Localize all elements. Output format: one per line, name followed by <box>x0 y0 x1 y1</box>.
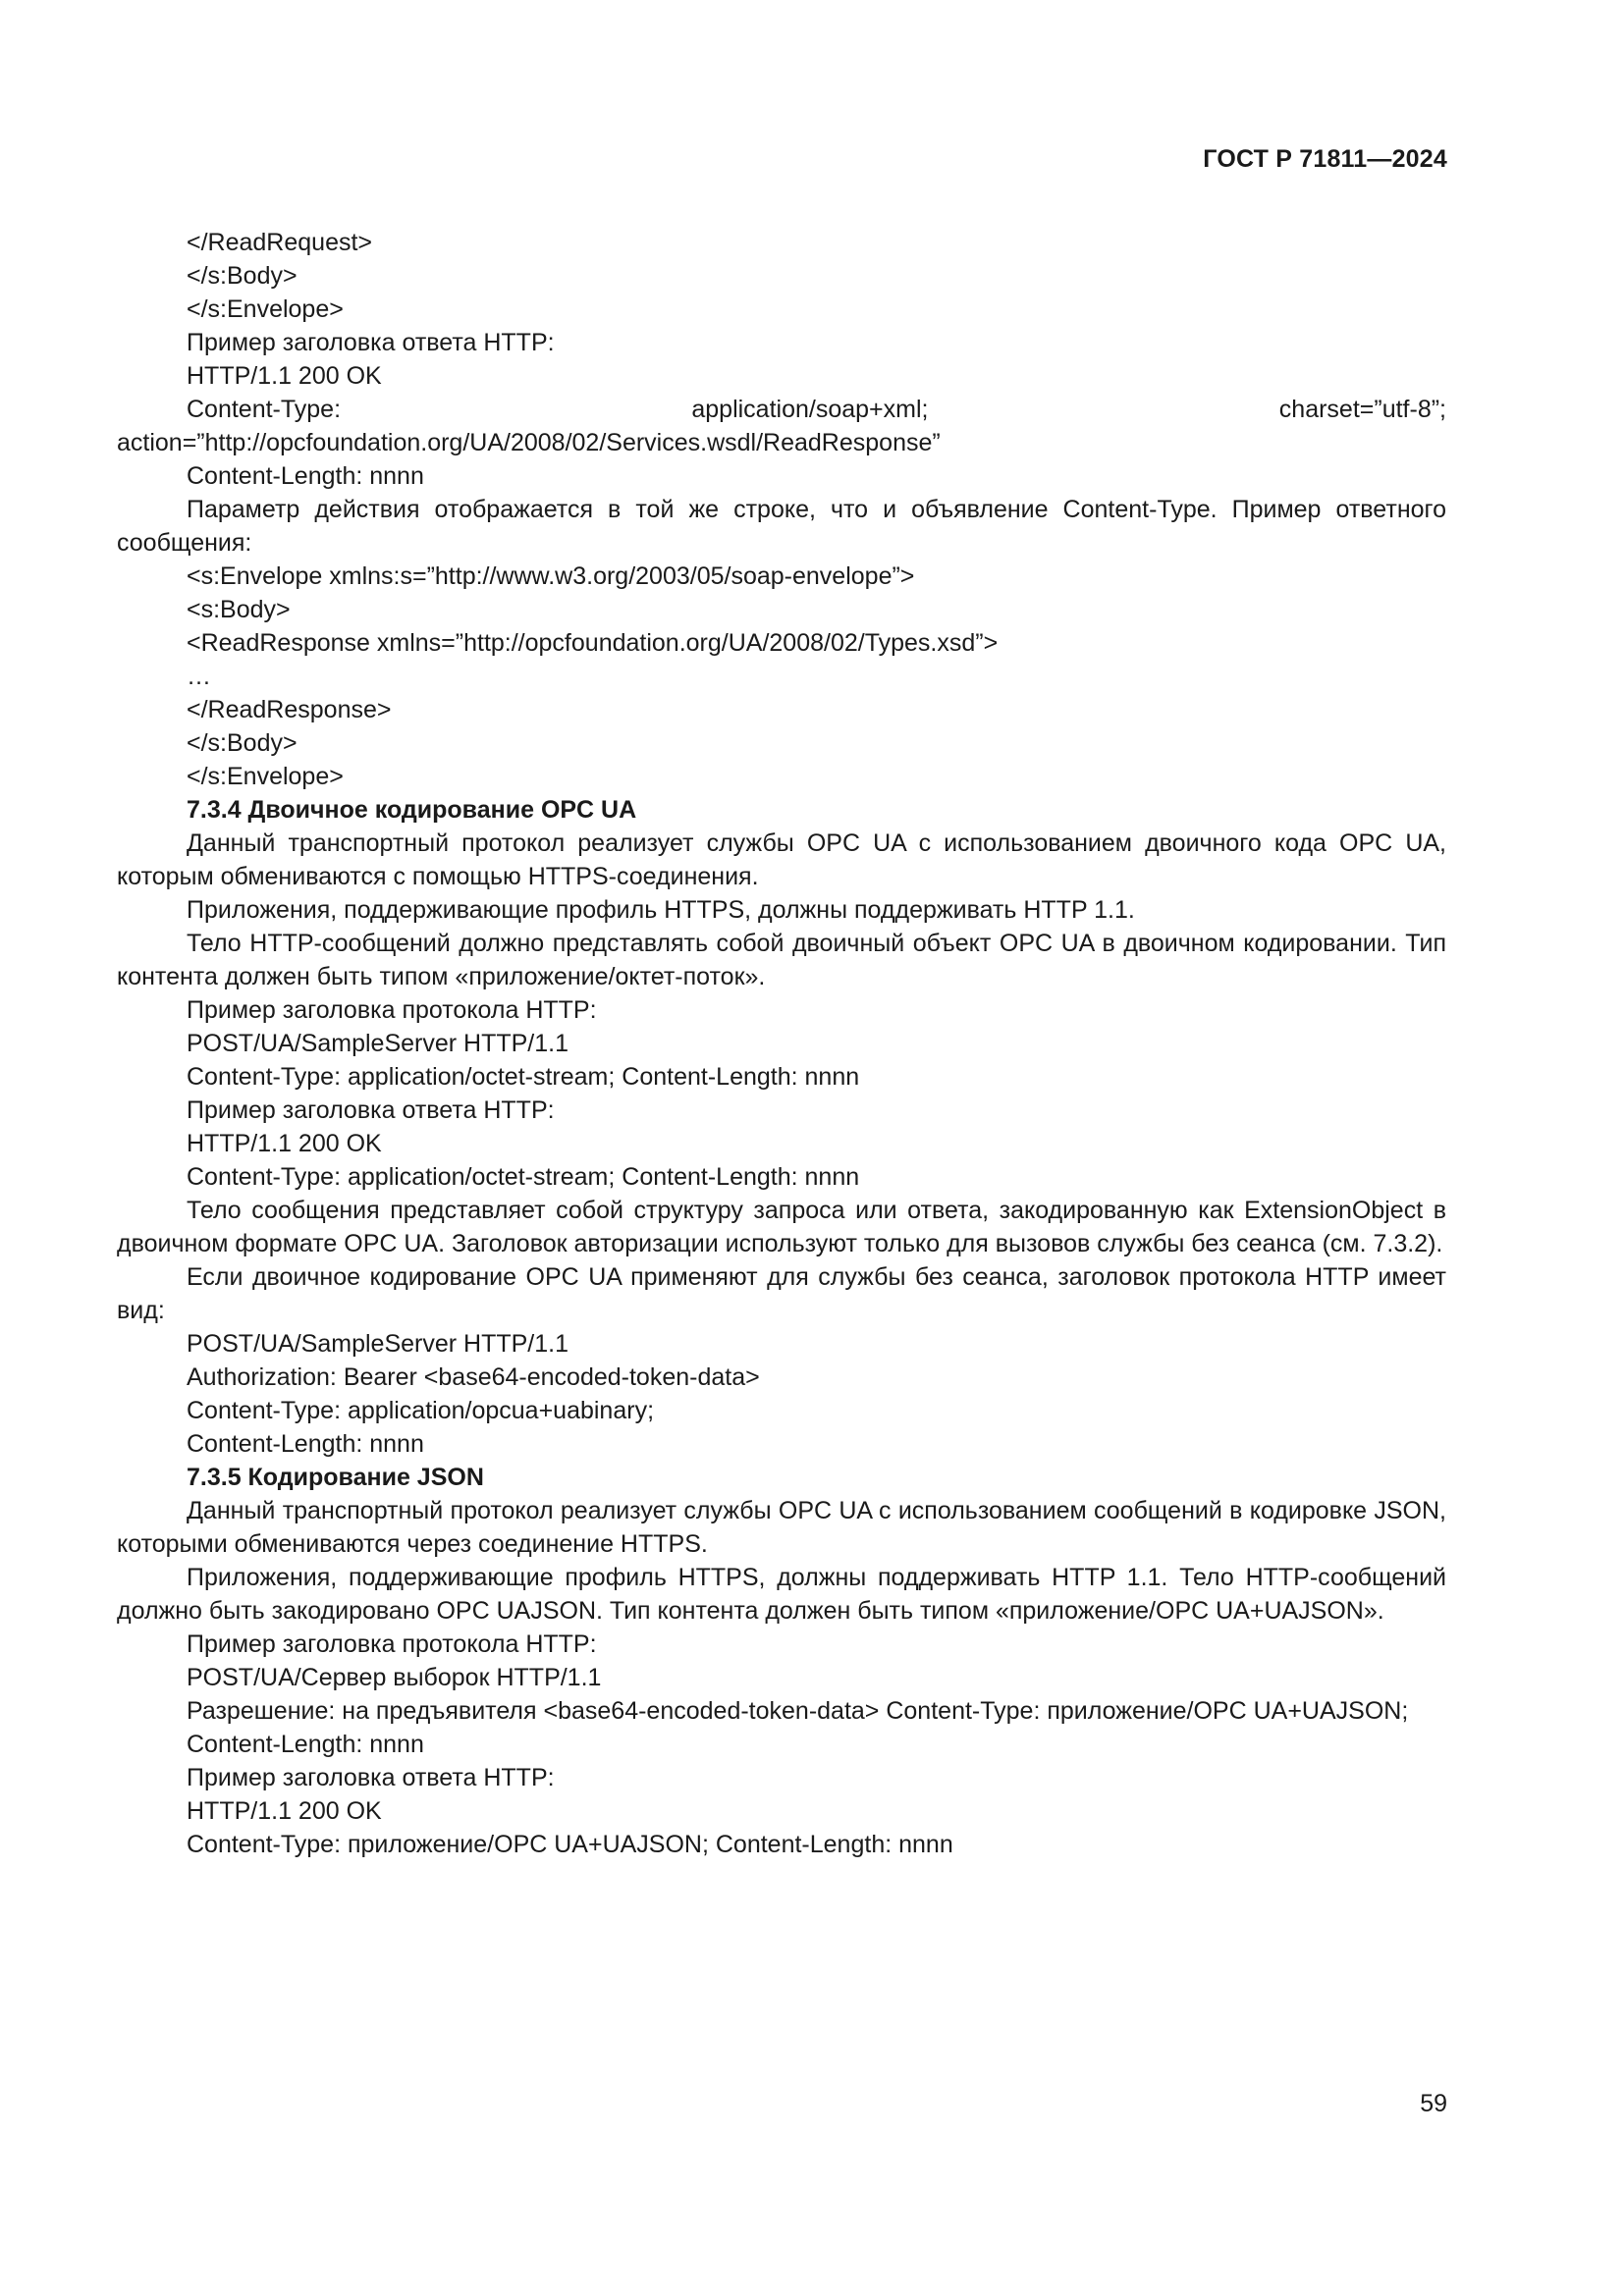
text-line: Пример заголовка ответа HTTP: <box>187 329 555 356</box>
paragraph: Приложения, поддерживающие профиль HTTPS, должны поддерживать HTTP 1.1. <box>187 896 1135 924</box>
code-line: <ReadResponse xmlns=”http://opcfoundation.org/UA/2008/02/Types.xsd”> <box>187 629 999 657</box>
paragraph: Тело сообщения представляет собой структуру запроса или ответа, закодированную как ExtensionObject в двоичном формате OPC UA. Заголовок авторизации используют только для вызовов службы без сеанса (см. 7.3.2). <box>117 1197 1446 1257</box>
code-line: HTTP/1.1 200 OK <box>187 362 382 390</box>
code-line: Authorization: Bearer <base64-encoded-token-data> <box>187 1363 760 1391</box>
paragraph: Данный транспортный протокол реализует службы OPC UA с использованием сообщений в кодировке JSON, которыми обмениваются через соединение HTTPS. <box>117 1497 1446 1558</box>
document-standard-header: ГОСТ Р 71811—2024 <box>1203 145 1447 173</box>
text-line: Пример заголовка ответа HTTP: <box>187 1096 555 1124</box>
code-line: Content-Type: application/opcua+uabinary; <box>187 1397 655 1424</box>
code-line: Content-Type: application/octet-stream; Content-Length: nnnn <box>187 1063 860 1091</box>
text-line: Пример заголовка протокола HTTP: <box>187 1630 597 1658</box>
code-line: POST/UA/SampleServer HTTP/1.1 <box>187 1030 569 1057</box>
paragraph: Если двоичное кодирование OPC UA применяют для службы без сеанса, заголовок протокола HTTP имеет вид: <box>117 1263 1446 1324</box>
code-line: HTTP/1.1 200 OK <box>187 1797 382 1825</box>
code-wrapped-line: Content-Type: application/soap+xml; charset=”utf-8”; action=”http://opcfoundation.org/UA/2008/02/Services.wsdl/ReadResponse” <box>117 396 1446 456</box>
page-number: 59 <box>1420 2090 1447 2117</box>
code-line: … <box>187 663 211 690</box>
code-line: POST/UA/SampleServer HTTP/1.1 <box>187 1330 569 1358</box>
code-line: </s:Body> <box>187 262 298 290</box>
paragraph: Тело HTTP-сообщений должно представлять собой двоичный объект OPC UA в двоичном кодировании. Тип контента должен быть типом «приложение/октет-поток». <box>117 930 1446 990</box>
code-wrapped-line: Разрешение: на предъявителя <base64-encoded-token-data> Content-Type: приложение/OPC UA+UAJSON; <box>187 1697 1409 1725</box>
paragraph: Параметр действия отображается в той же строке, что и объявление Content-Type. Пример ответного сообщения: <box>117 496 1446 557</box>
code-line: </s:Envelope> <box>187 295 344 323</box>
paragraph: Данный транспортный протокол реализует службы OPC UA с использованием двоичного кода OPC UA, которым обмениваются с помощью HTTPS-соединения. <box>117 829 1446 890</box>
code-line: HTTP/1.1 200 OK <box>187 1130 382 1157</box>
page-body <box>117 226 1446 1861</box>
section-heading: 7.3.4 Двоичное кодирование OPC UA <box>187 796 637 824</box>
code-line: POST/UA/Сервер выборок HTTP/1.1 <box>187 1664 602 1691</box>
code-line: </ReadRequest> <box>187 229 373 256</box>
code-line: </ReadResponse> <box>187 696 392 723</box>
code-line: </s:Envelope> <box>187 763 344 790</box>
text-line: Пример заголовка протокола HTTP: <box>187 996 597 1024</box>
code-line: <s:Envelope xmlns:s=”http://www.w3.org/2003/05/soap-envelope”> <box>187 562 915 590</box>
code-line: Content-Length: nnnn <box>187 462 424 490</box>
code-line: Content-Length: nnnn <box>187 1430 424 1458</box>
code-line: </s:Body> <box>187 729 298 757</box>
text-line: Пример заголовка ответа HTTP: <box>187 1764 555 1791</box>
code-line: Content-Type: application/octet-stream; Content-Length: nnnn <box>187 1163 860 1191</box>
code-line: Content-Length: nnnn <box>187 1731 424 1758</box>
paragraph: Приложения, поддерживающие профиль HTTPS, должны поддерживать HTTP 1.1. Тело HTTP-сообщений должно быть закодировано OPC UAJSON. Тип контента должен быть типом «приложение/OPC UA+UAJSON». <box>117 1564 1446 1625</box>
section-heading: 7.3.5 Кодирование JSON <box>187 1464 484 1491</box>
code-line: <s:Body> <box>187 596 291 623</box>
code-line: Content-Type: приложение/OPC UA+UAJSON; Content-Length: nnnn <box>187 1831 953 1858</box>
